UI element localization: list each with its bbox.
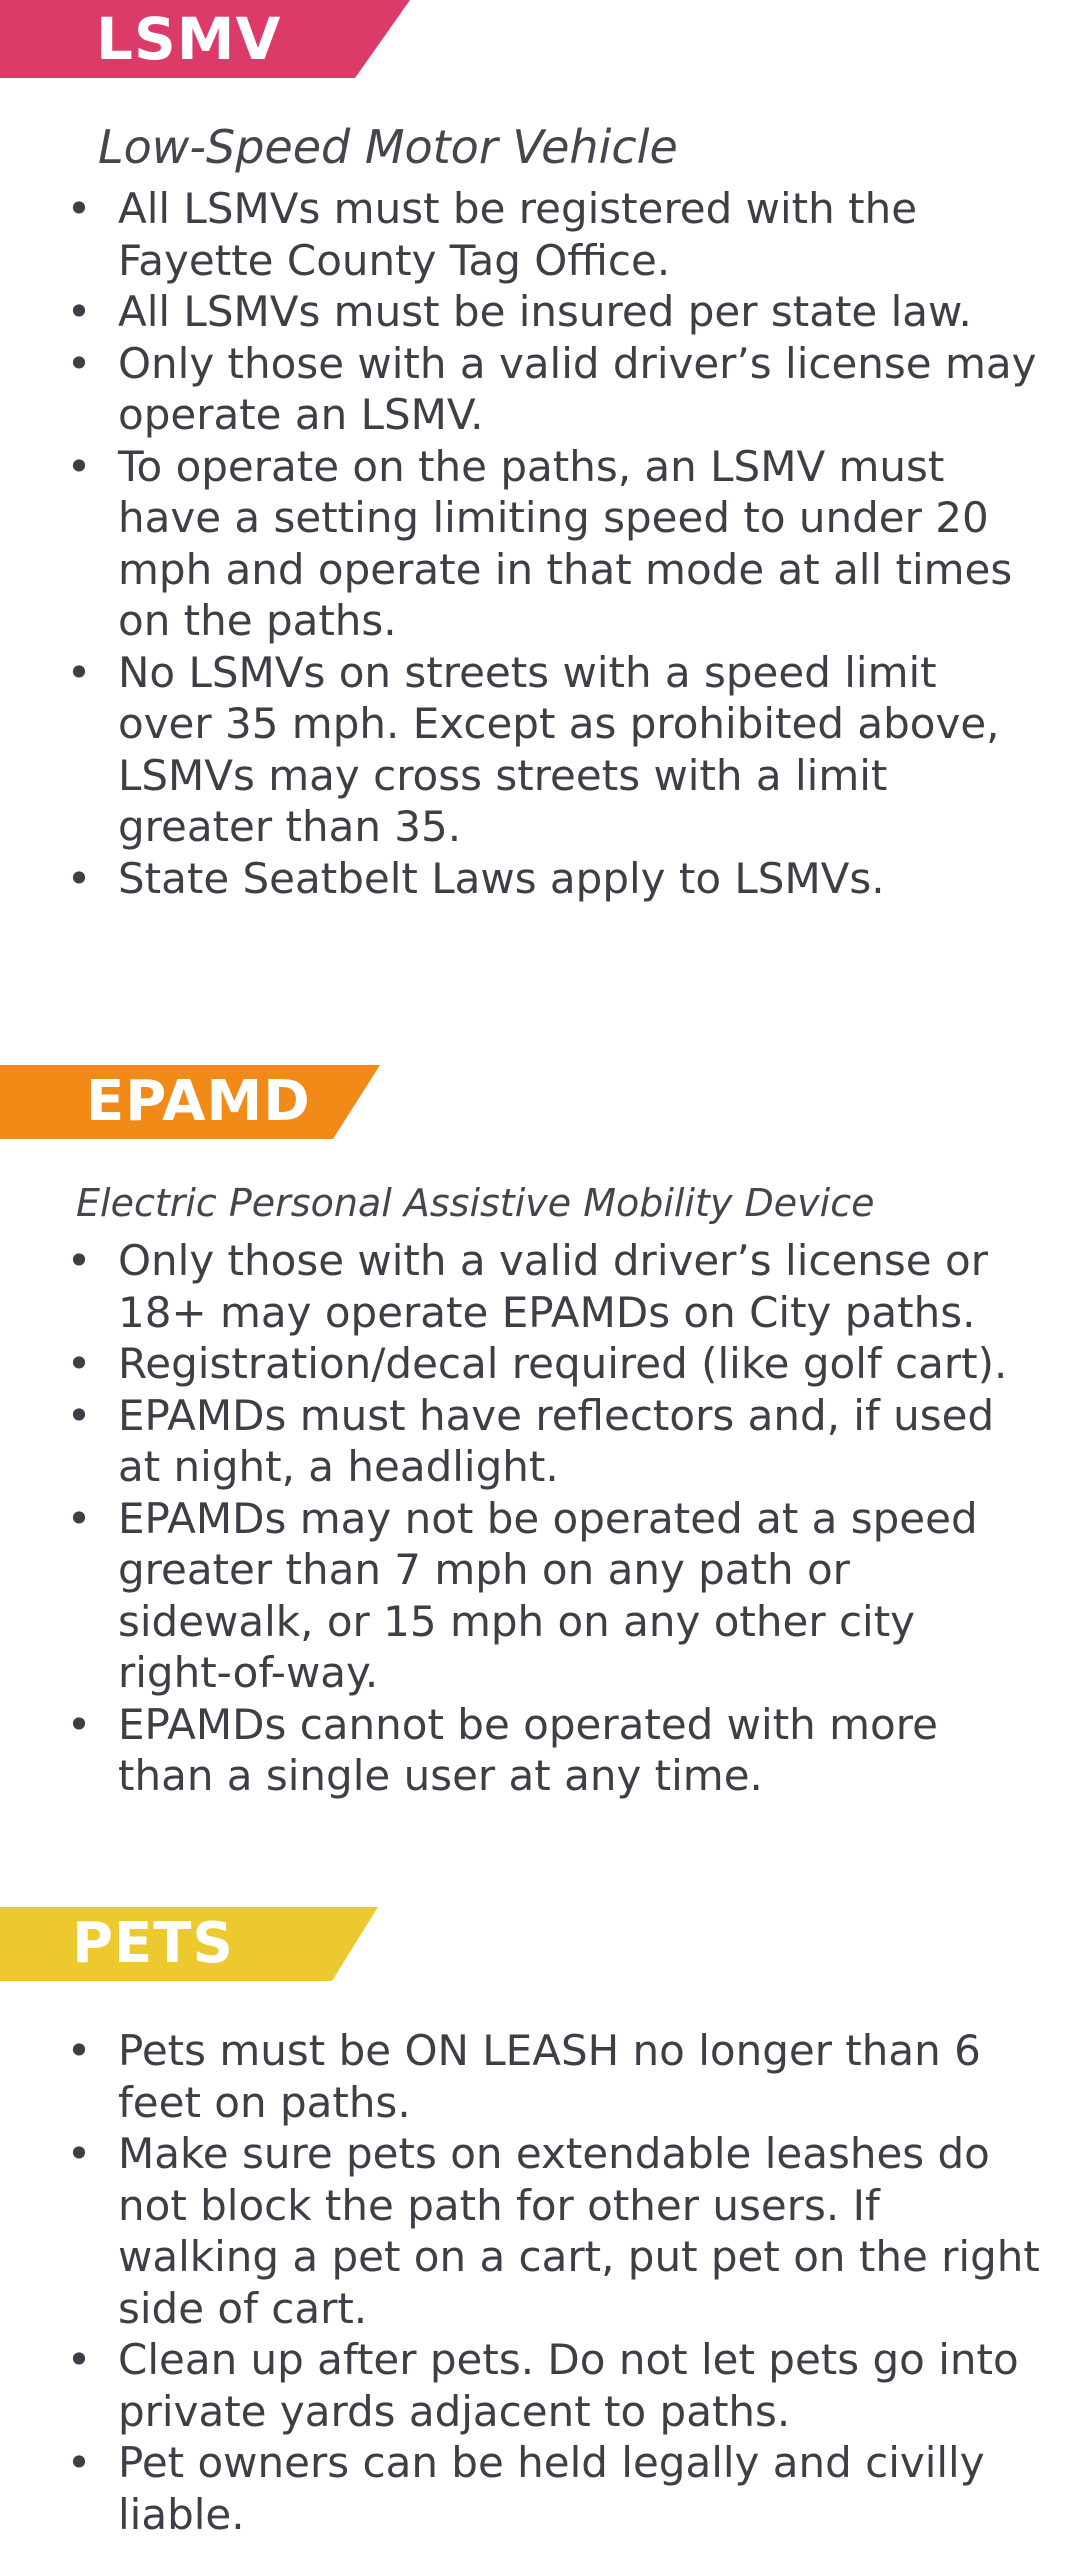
- bullet-icon: •: [66, 287, 92, 336]
- bullet-icon: •: [66, 1493, 92, 1543]
- list-item: • EPAMDs cannot be operated with more than a single user at any time.: [0, 1699, 1040, 1802]
- list-item: • State Seatbelt Laws apply to LSMVs.: [0, 853, 1040, 905]
- bullet-icon: •: [66, 1390, 92, 1440]
- bullet-icon: •: [66, 1699, 92, 1749]
- epamd-rules-list: [0, 1235, 1040, 1802]
- pets-rules-list: [0, 2025, 1040, 2540]
- bullet-icon: •: [66, 853, 92, 903]
- bullet-icon: •: [66, 1339, 92, 1388]
- epamd-title: EPAMD: [86, 1069, 311, 1134]
- bullet-icon: •: [66, 184, 92, 233]
- list-item: • No LSMVs on streets with a speed limit over 35 mph. Except as prohibited above, LSMVs may cross streets with a limit greater than 35.: [0, 647, 1040, 853]
- bullet-icon: •: [66, 338, 92, 388]
- lsmv-rules-list: [0, 183, 1040, 904]
- bullet-icon: •: [66, 2335, 92, 2384]
- list-item: • To operate on the paths, an LSMV must have a setting limiting speed to under 20 mph and operate in that mode at all times on the paths.: [0, 441, 1040, 647]
- bullet-icon: •: [66, 441, 92, 491]
- list-item: • EPAMDs may not be operated at a speed greater than 7 mph on any path or sidewalk, or 15 mph on any other city right-of-way.: [0, 1493, 1040, 1699]
- list-item: • All LSMVs must be insured per state law.: [0, 286, 1040, 338]
- lsmv-subtitle: Low-Speed Motor Vehicle: [98, 120, 678, 174]
- epamd-subtitle: Electric Personal Assistive Mobility Device: [76, 1181, 875, 1225]
- list-item: • Only those with a valid driver’s license or 18+ may operate EPAMDs on City paths.: [0, 1235, 1040, 1338]
- bullet-icon: •: [66, 2026, 92, 2075]
- lsmv-title: LSMV: [96, 5, 282, 73]
- list-item: • Pets must be ON LEASH no longer than 6 feet on paths.: [0, 2025, 1040, 2128]
- pets-title: PETS: [72, 1911, 234, 1976]
- list-item: • Clean up after pets. Do not let pets go into private yards adjacent to paths.: [0, 2334, 1040, 2437]
- list-item: • All LSMVs must be registered with the Fayette County Tag Office.: [0, 183, 1040, 286]
- bullet-icon: •: [66, 2129, 92, 2178]
- list-item: • EPAMDs must have reflectors and, if used at night, a headlight.: [0, 1390, 1040, 1493]
- list-item: • Make sure pets on extendable leashes do not block the path for other users. If walking a pet on a cart, put pet on the right side of cart.: [0, 2128, 1040, 2334]
- list-item: • Pet owners can be held legally and civilly liable.: [0, 2437, 1040, 2540]
- bullet-icon: •: [66, 1236, 92, 1285]
- bullet-icon: •: [66, 2438, 92, 2487]
- bullet-icon: •: [66, 647, 92, 697]
- list-item: • Only those with a valid driver’s license may operate an LSMV.: [0, 338, 1040, 441]
- list-item: • Registration/decal required (like golf cart).: [0, 1338, 1040, 1390]
